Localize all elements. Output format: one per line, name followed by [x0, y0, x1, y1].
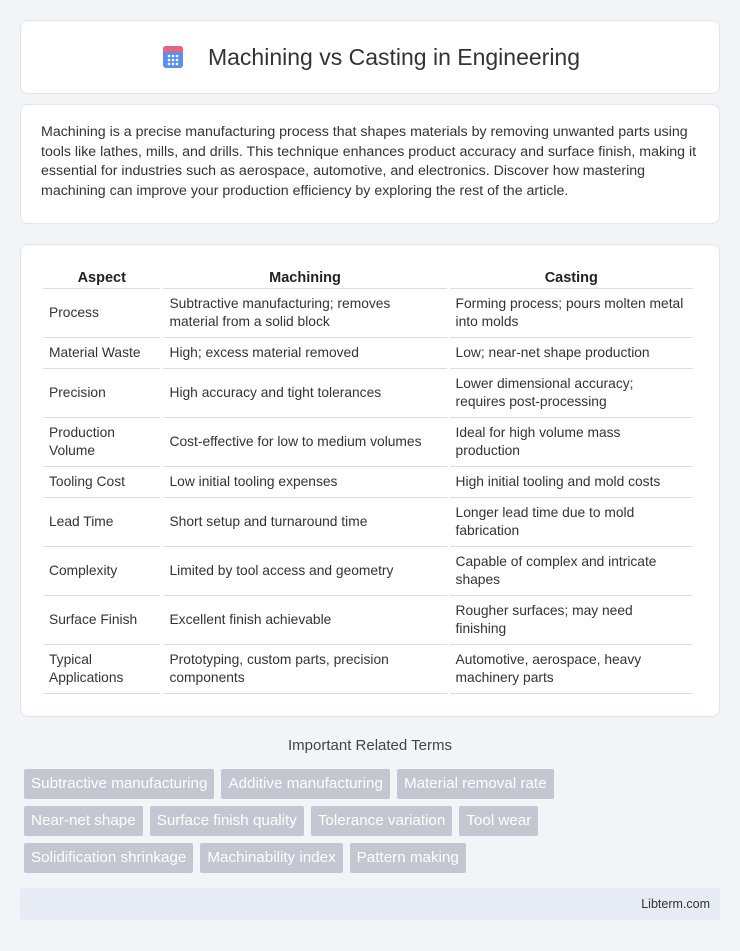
cell-casting: High initial tooling and mold costs — [450, 467, 693, 498]
table-row — [43, 645, 693, 694]
cell-aspect: Typical Applications — [43, 645, 160, 694]
document-icon — [160, 44, 186, 70]
tag-row — [24, 806, 724, 836]
tag-material-removal-rate[interactable]: Material removal rate — [397, 769, 554, 799]
cell-aspect: Complexity — [43, 547, 160, 596]
related-terms-tags — [24, 769, 724, 880]
cell-casting: Rougher surfaces; may need finishing — [450, 596, 693, 645]
intro-paragraph: Machining is a precise manufacturing process that shapes materials by removing unwanted parts using tools like lathes, mills, and drills. This technique enhances product accuracy and surface finish, making it essential for industries such as aerospace, automotive, and electronics. Discover how mastering machining can improve your production efficiency by exploring the rest of the article. — [41, 124, 697, 199]
tag-solidification-shrinkage[interactable]: Solidification shrinkage — [24, 843, 193, 873]
cell-aspect: Tooling Cost — [43, 467, 160, 498]
tag-tool-wear[interactable]: Tool wear — [459, 806, 538, 836]
table-row — [43, 498, 693, 547]
cell-machining: Cost-effective for low to medium volumes — [163, 418, 446, 467]
tag-tolerance-variation[interactable]: Tolerance variation — [311, 806, 452, 836]
tag-row — [24, 769, 724, 799]
cell-aspect: Process — [43, 289, 160, 338]
cell-machining: High accuracy and tight tolerances — [163, 369, 446, 418]
table-row — [43, 547, 693, 596]
cell-casting: Capable of complex and intricate shapes — [450, 547, 693, 596]
table-row — [43, 418, 693, 467]
cell-machining: Subtractive manufacturing; removes material from a solid block — [163, 289, 446, 338]
header-card — [20, 20, 720, 94]
cell-machining: Low initial tooling expenses — [163, 467, 446, 498]
page-title: Machining vs Casting in Engineering — [207, 43, 581, 70]
cell-aspect: Production Volume — [43, 418, 160, 467]
cell-casting: Longer lead time due to mold fabrication — [450, 498, 693, 547]
cell-casting: Ideal for high volume mass production — [450, 418, 693, 467]
cell-casting: Lower dimensional accuracy; requires post-processing — [450, 369, 693, 418]
intro-card — [20, 104, 720, 224]
table-row — [43, 369, 693, 418]
cell-machining: Prototyping, custom parts, precision components — [163, 645, 446, 694]
table-row — [43, 467, 693, 498]
table-row — [43, 596, 693, 645]
tag-near-net-shape[interactable]: Near-net shape — [24, 806, 143, 836]
cell-aspect: Precision — [43, 369, 160, 418]
cell-casting: Forming process; pours molten metal into molds — [450, 289, 693, 338]
related-terms-title: Important Related Terms — [288, 737, 452, 754]
cell-casting: Low; near-net shape production — [450, 338, 693, 369]
footer-site-link[interactable]: Libterm.com — [641, 897, 710, 911]
cell-machining: High; excess material removed — [163, 338, 446, 369]
header-casting: Casting — [450, 265, 693, 289]
table-row — [43, 289, 693, 338]
cell-aspect: Lead Time — [43, 498, 160, 547]
tag-subtractive-manufacturing[interactable]: Subtractive manufacturing — [24, 769, 214, 799]
tag-surface-finish-quality[interactable]: Surface finish quality — [150, 806, 304, 836]
header-machining: Machining — [163, 265, 446, 289]
tag-row — [24, 843, 724, 873]
header-aspect: Aspect — [43, 265, 160, 289]
cell-machining: Short setup and turnaround time — [163, 498, 446, 547]
tag-pattern-making[interactable]: Pattern making — [350, 843, 466, 873]
cell-aspect: Material Waste — [43, 338, 160, 369]
cell-machining: Excellent finish achievable — [163, 596, 446, 645]
comparison-table-card — [20, 244, 720, 717]
table-header-row — [43, 265, 693, 289]
table-row — [43, 338, 693, 369]
comparison-table — [40, 265, 696, 694]
tag-additive-manufacturing[interactable]: Additive manufacturing — [221, 769, 390, 799]
cell-machining: Limited by tool access and geometry — [163, 547, 446, 596]
footer — [20, 888, 720, 920]
cell-aspect: Surface Finish — [43, 596, 160, 645]
cell-casting: Automotive, aerospace, heavy machinery parts — [450, 645, 693, 694]
tag-machinability-index[interactable]: Machinability index — [200, 843, 342, 873]
